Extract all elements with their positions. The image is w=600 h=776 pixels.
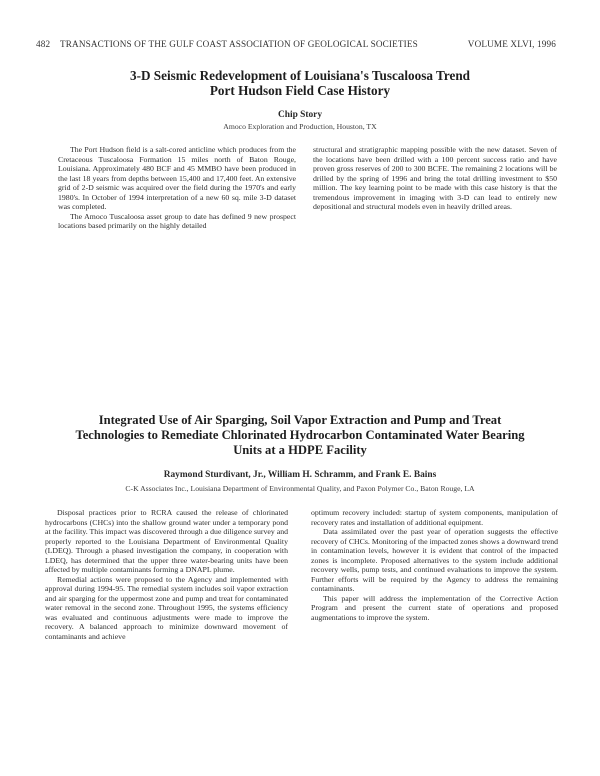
article2-title-line1: Integrated Use of Air Sparging, Soil Vapor Extraction and Pump and Treat <box>98 413 502 427</box>
article2-column-left <box>45 508 288 641</box>
article2-affiliation: C-K Associates Inc., Louisiana Department of Environmental Quality, and Paxon Polymer Co., Baton Rouge, LA <box>125 484 475 493</box>
article1-paragraph: The Amoco Tuscaloosa asset group to date has defined 9 new prospect locations based primarily on the highly detailed <box>58 211 296 230</box>
article1-paragraph: The Port Hudson field is a salt-cored anticline which produces from the Cretaceous Tuscaloosa Formation 15 miles north of Baton Rouge, Louisiana. Approximately 480 BCF and 45 MMBO have been produced in the last 18 years from depths between 15,400 and 17,400 feet. An extensive grid of 2-D seismic was acquired over the field during the 1970's and early 1980's. In October of 1994 interpretation of a new 60 sq. mile 3-D dataset was completed. <box>58 145 296 211</box>
article1-title-line2: Port Hudson Field Case History <box>209 83 391 98</box>
article2-paragraph: This paper will address the implementation of the Corrective Action Program and present the current state of operations and proposed augmentations to improve the system. <box>311 593 558 622</box>
article2-title <box>40 413 560 458</box>
article2-column-right <box>311 508 558 622</box>
running-header <box>36 39 556 53</box>
journal-title: TRANSACTIONS OF THE GULF COAST ASSOCIATION OF GEOLOGICAL SOCIETIES <box>60 39 418 49</box>
volume-label: VOLUME XLVI, 1996 <box>467 39 556 49</box>
article2-authors: Raymond Sturdivant, Jr., William H. Schramm, and Frank E. Bains <box>163 470 437 480</box>
article2-paragraph: Disposal practices prior to RCRA caused the release of chlorinated hydrocarbons (CHCs) into the shallow ground water under a temporary pond at the facility. This impact was discovered through a due diligence survey and properly reported to the Louisiana Department of Environmental Quality (LDEQ). Through a phased investigation the company, in cooperation with LDEQ, has determined that the upper three water-bearing units have been affected by multiple contaminants forming a DNAPL plume. <box>45 508 288 574</box>
article2-paragraph: Data assimilated over the past year of operation suggests the effective recovery of CHCs. Monitoring of the impacted zones shows a downward trend in contamination levels, however it is evident that control of the impacted zones is incomplete. Proposed alternatives to the system include additional recovery wells, pump tests, and continued evaluations to improve the system. Further efforts will be required by the Agency to address the remaining contaminants. <box>311 527 558 593</box>
article2-title-line2: Technologies to Remediate Chlorinated Hydrocarbon Contaminated Water Bearing <box>75 428 525 442</box>
article1-title <box>40 68 560 98</box>
article2-paragraph: Remedial actions were proposed to the Agency and implemented with approval during 1994-95. The remedial system includes soil vapor extraction and air sparging for the uppermost zone and pump and treat for contaminated water removal in the second zone. Throughout 1995, the systems efficiency was evaluated and continuous adjustments were made to improve the recovery. A balanced approach to minimize downward movement of contaminants and achieve <box>45 574 288 641</box>
article1-affiliation: Amoco Exploration and Production, Houston, TX <box>223 122 377 131</box>
article2-paragraph: optimum recovery included: startup of system components, manipulation of recovery rates and installation of additional equipment. <box>311 508 558 527</box>
article1-paragraph: structural and stratigraphic mapping possible with the new dataset. Seven of the locations have been drilled with a 100 percent success ratio and have proven gross reserves of 200 to 300 BCFE. The remaining 2 locations will be drilled by the spring of 1996 and bring the total drilling investment to $50 million. The key learning point to be made with this case history is that the tremendous improvement in imaging with 3-D can lead to entirely new depositional and structural models even in heavily drilled areas. <box>313 145 557 211</box>
page-number: 482 <box>36 39 51 49</box>
article1-column-left <box>58 145 296 231</box>
article2-title-line3: Units at a HDPE Facility <box>233 443 367 457</box>
article1-column-right <box>313 145 557 212</box>
article1-author: Chip Story <box>277 110 323 120</box>
article1-title-line1: 3-D Seismic Redevelopment of Louisiana's Tuscaloosa Trend <box>130 68 470 83</box>
